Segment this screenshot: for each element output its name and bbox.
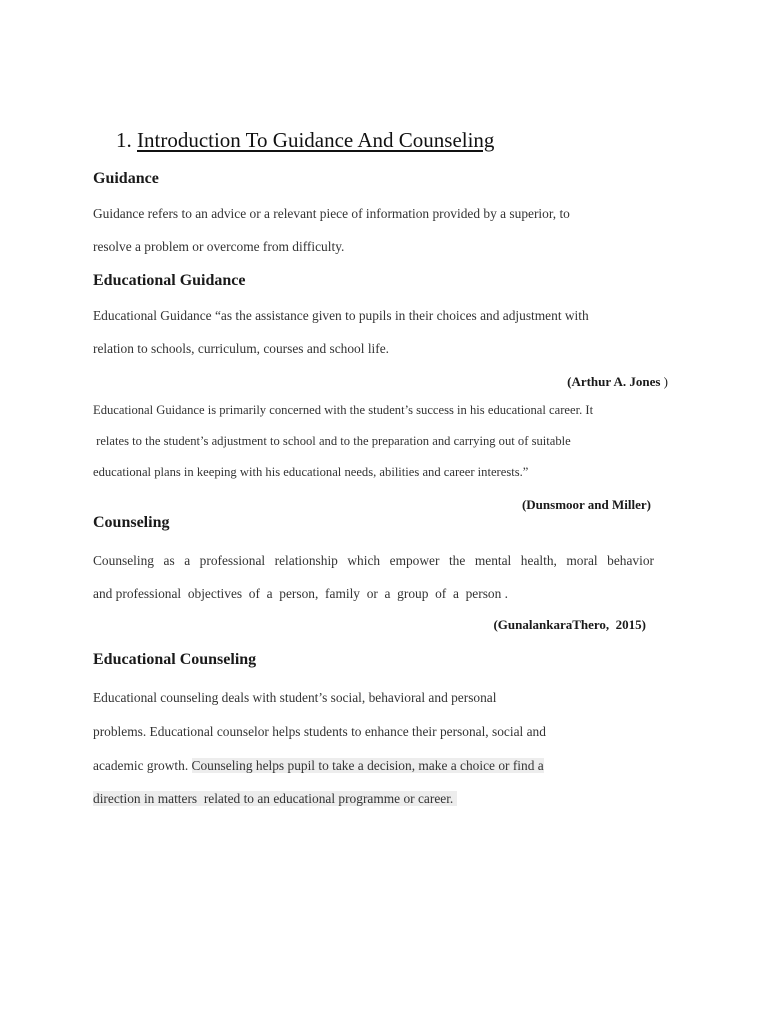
counseling-line-1: Counseling as a professional relationship which empower the mental health, moral behavior [93, 553, 654, 568]
heading-counseling: Counseling [93, 514, 170, 531]
citation-dunsmoor-miller: (Dunsmoor and Miller) [521, 497, 651, 512]
highlighted-text: Counseling helps pupil to take a decision, make a choice or find a [191, 758, 544, 773]
citation-arthur-jones [567, 373, 668, 391]
counseling-line-2: and professional objectives of a person, family or a group of a person . [93, 586, 508, 601]
educational-counseling-line-4 [93, 791, 457, 807]
citation-arthur-jones-text: (Arthur A. Jones [567, 374, 661, 389]
citation-gunalankara-thero: (GunalankaraThero, 2015) [493, 617, 646, 632]
educational-counseling-line-2: problems. Educational counselor helps students to enhance their personal, social and [93, 724, 546, 739]
guidance-line-1: Guidance refers to an advice or a relevant piece of information provided by a superior, to [93, 206, 570, 221]
heading-educational-counseling: Educational Counseling [93, 651, 257, 668]
educational-guidance-line-2: relation to schools, curriculum, courses and school life. [93, 341, 390, 356]
title-number: 1. [116, 128, 132, 152]
heading-educational-guidance: Educational Guidance [93, 272, 246, 289]
citation-arthur-jones-close: ) [660, 374, 668, 389]
highlighted-text: direction in matters related to an educational programme or career. [93, 791, 457, 806]
educational-counseling-line-1: Educational counseling deals with student’s social, behavioral and personal [93, 690, 497, 705]
educational-guidance-para2-line-3: educational plans in keeping with his educational needs, abilities and career interests.” [93, 465, 529, 479]
page-title [116, 128, 494, 153]
educational-counseling-line-3-plain: academic growth. [93, 758, 192, 773]
educational-counseling-line-3 [93, 758, 544, 774]
heading-guidance: Guidance [93, 170, 159, 187]
educational-guidance-line-1: Educational Guidance “as the assistance given to pupils in their choices and adjustment with [93, 308, 589, 323]
title-text: Introduction To Guidance And Counseling [137, 128, 495, 152]
educational-guidance-para2-line-1: Educational Guidance is primarily concerned with the student’s success in his educational career. It [93, 403, 594, 417]
guidance-line-2: resolve a problem or overcome from difficulty. [93, 239, 345, 254]
educational-guidance-para2-line-2: relates to the student’s adjustment to school and to the preparation and carrying out of suitable [93, 434, 571, 448]
